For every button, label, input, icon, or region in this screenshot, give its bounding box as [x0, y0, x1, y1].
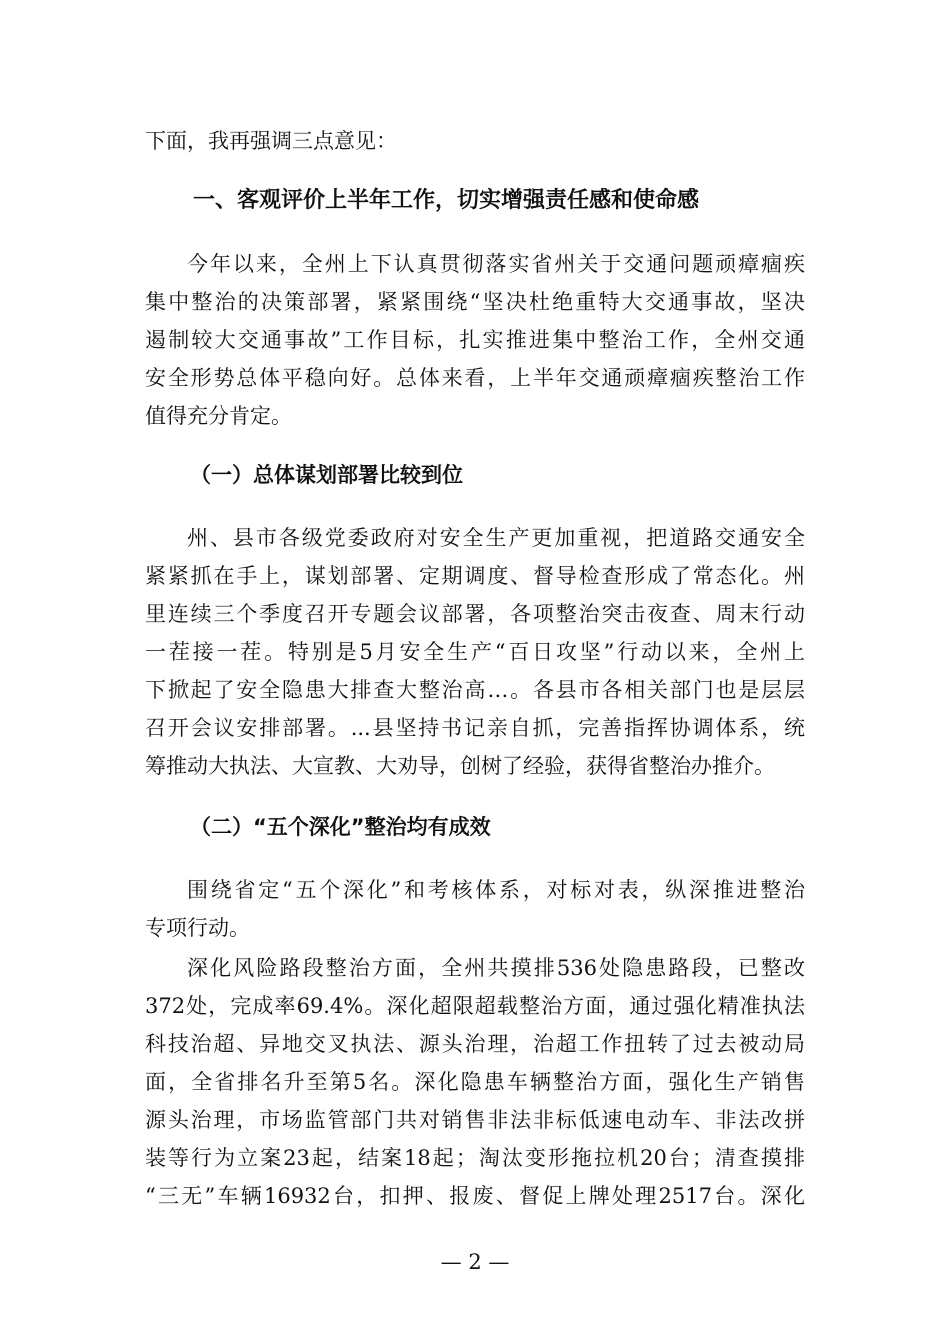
para-1-line-4: 安全形势总体平稳向好。总体来看，上半年交通顽瘴痼疾整治工作: [145, 366, 805, 390]
para-4-line-7: “三无”车辆16932台，扣押、报废、督促上牌处理2517台。深化: [145, 1184, 805, 1208]
heading-subsection-2: （二）“五个深化”整治均有成效: [190, 815, 491, 839]
para-3-line-2: 专项行动。: [145, 916, 250, 940]
para-1-line-3: 遏制较大交通事故”工作目标，扎实推进集中整治工作，全州交通: [145, 328, 805, 352]
page-number: — 2 —: [440, 1250, 510, 1274]
para-2-line-5: 下掀起了安全隐患大排查大整治高…。各县市各相关部门也是层层: [145, 678, 805, 702]
para-4-line-2: 372处，完成率69.4%。深化超限超载整治方面，通过强化精准执法: [145, 994, 805, 1018]
para-1-line-2: 集中整治的决策部署，紧紧围绕“坚决杜绝重特大交通事故，坚决: [145, 290, 805, 314]
para-2-line-1: 州、县市各级党委政府对安全生产更加重视，把道路交通安全: [187, 526, 805, 550]
para-4-line-3: 科技治超、异地交叉执法、源头治理，治超工作扭转了过去被动局: [145, 1032, 805, 1056]
heading-subsection-1: （一）总体谋划部署比较到位: [190, 463, 463, 487]
para-2-line-6: 召开会议安排部署。...县坚持书记亲自抓，完善指挥协调体系，统: [145, 716, 805, 740]
para-4-line-4: 面，全省排名升至第5名。深化隐患车辆整治方面，强化生产销售: [145, 1070, 805, 1094]
para-4-line-6: 装等行为立案23起，结案18起；淘汰变形拖拉机20台；清查摸排: [145, 1146, 805, 1170]
para-2-line-2: 紧紧抓在手上，谋划部署、定期调度、督导检查形成了常态化。州: [145, 564, 805, 588]
para-2-line-4: 一茬接一茬。特别是5月安全生产“百日攻坚”行动以来，全州上: [145, 640, 805, 664]
para-1-line-5: 值得充分肯定。: [145, 404, 292, 428]
para-1-line-1: 今年以来，全州上下认真贯彻落实省州关于交通问题顽瘴痼疾: [187, 252, 805, 276]
para-3-line-1: 围绕省定“五个深化”和考核体系，对标对表，纵深推进整治: [187, 878, 805, 902]
intro-line: 下面，我再强调三点意见：: [145, 129, 397, 153]
para-2-line-7: 筹推动大执法、大宣教、大劝导，创树了经验，获得省整治办推介。: [145, 754, 775, 778]
para-4-line-5: 源头治理，市场监管部门共对销售非法非标低速电动车、非法改拼: [145, 1108, 805, 1132]
para-2-line-3: 里连续三个季度召开专题会议部署，各项整治突击夜查、周末行动: [145, 602, 805, 626]
heading-section-1: 一、客观评价上半年工作，切实增强责任感和使命感: [193, 188, 700, 213]
para-4-line-1: 深化风险路段整治方面，全州共摸排536处隐患路段，已整改: [187, 956, 805, 980]
